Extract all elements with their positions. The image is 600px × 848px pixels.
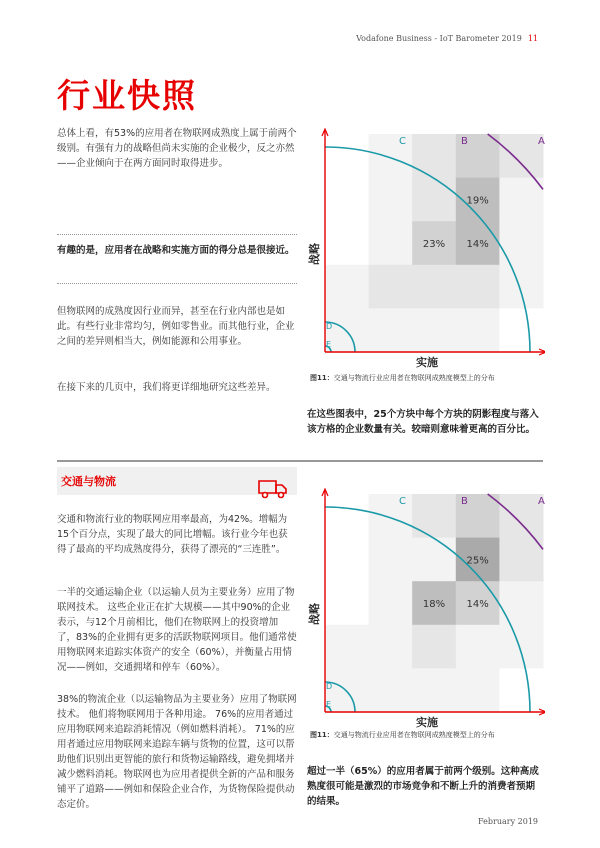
heatmap-cell <box>499 581 543 625</box>
paragraph-2: 但物联网的成熟度因行业而异，甚至在行业内部也是如此。有些行业非常均匀，例如零售业。而其他行业，企业之间的差异则相当大，例如能源和公用事业。 <box>57 306 295 347</box>
cell-value-label: 19% <box>466 195 489 207</box>
divider-dotted <box>57 283 297 284</box>
heatmap-cell <box>499 134 543 178</box>
header-doc: Vodafone Business - IoT Barometer 2019 <box>356 34 522 43</box>
paragraph-6: 38%的物流企业（以运输物品为主要业务）应用了物联网技术。 他们将物联网用于各种用途。 76%的应用者通过应用物联网来追踪消耗情况（例如燃料消耗）。 71%的应用者通过应用物联网来追踪车辆与货物的位置，这可以帮助他们识别出更智能的旅行和货物运输路线，避免拥堵并减少燃料消耗。物联网也为应用者提供全新的产品和服务铺平了道路——例如和保险企业合作，为货物保险提供动态定价。 <box>57 694 297 810</box>
heatmap-cell <box>412 134 456 178</box>
heatmap-cell <box>412 538 456 582</box>
heatmap-cell <box>412 494 456 538</box>
x-axis-label: 实施 <box>416 716 438 728</box>
y-axis-label: 战略 <box>308 243 321 265</box>
highlight-text: 有趣的是，应用者在战略和实施方面的得分总是很接近。 <box>57 245 295 256</box>
section-divider <box>57 460 543 462</box>
heatmap-cell <box>369 265 413 309</box>
zone-label: B <box>461 496 468 507</box>
heatmap-cell <box>369 494 413 538</box>
heatmap-cell <box>369 538 413 582</box>
figure-note-2: 超过一半（65%）的应用者属于前两个级别。这种高成熟度很可能是激烈的市场竞争和不断上升的消费者预期的结果。 <box>307 766 539 807</box>
zone-curve <box>543 488 545 494</box>
figure-caption-2: 图11：交通与物流行业应用者在物联网成熟度模型上的分布 <box>310 731 495 739</box>
heatmap-cell <box>412 265 456 309</box>
zone-label: E <box>326 340 332 349</box>
cell-value-label: 23% <box>422 239 446 250</box>
heatmap-cell <box>369 668 413 712</box>
heatmap-cell <box>412 625 456 669</box>
heatmap-cell <box>369 178 413 222</box>
divider-dotted <box>57 234 297 235</box>
heatmap-cell <box>325 134 369 178</box>
heatmap-cell <box>456 265 500 309</box>
heatmap-cell <box>499 668 543 712</box>
heatmap-cell <box>369 134 413 178</box>
paragraph-4: 交通和物流行业的物联网应用率最高，为42%。增幅为15个百分点，实现了最大的同比增幅。该行业今年也获得了最高的平均成熟度得分，获得了漂亮的“三连胜”。 <box>57 514 288 555</box>
figure-caption-1: 图11：交通与物流行业应用者在物联网成熟度模型上的分布 <box>310 374 495 382</box>
heatmap-cell <box>499 538 543 582</box>
zone-label: A <box>538 496 545 507</box>
heatmap-cell <box>456 625 500 669</box>
heatmap-cell <box>369 625 413 669</box>
heatmap-cell <box>456 668 500 712</box>
zone-label: D <box>326 682 333 691</box>
zone-label: E <box>326 700 332 709</box>
page-footer: February 2019 <box>478 817 538 826</box>
intro-paragraph: 总体上看，有53%的应用者在物联网成熟度上属于前两个级别。有强有力的战略但尚未实施的企业极少，反之亦然——企业倾向于在两方面同时取得进步。 <box>57 128 297 169</box>
heatmap-cell <box>369 308 413 352</box>
truck-icon <box>257 478 289 500</box>
page-title: 行业快照 <box>57 76 197 115</box>
page-header <box>356 34 538 43</box>
paragraph-3: 在接下来的几页中，我们将更详细地研究这些差异。 <box>57 382 276 393</box>
heatmap-cell <box>412 668 456 712</box>
heatmap-cell <box>499 265 543 309</box>
maturity-chart-2 <box>307 488 545 728</box>
zone-curve <box>543 128 545 134</box>
page-number: 11 <box>527 34 538 43</box>
zone-label: B <box>461 136 468 147</box>
heatmap-cell <box>325 178 369 222</box>
cell-value-label: 18% <box>422 599 446 610</box>
maturity-chart-1 <box>307 128 545 368</box>
section-title: 交通与物流 <box>61 475 116 488</box>
heatmap-cell <box>499 308 543 352</box>
heatmap-cell <box>369 221 413 265</box>
zone-label: C <box>399 496 406 507</box>
paragraph-5: 一半的交通运输企业（以运输人员为主要业务）应用了物联网技术。 这些企业正在扩大规模——其中90%的企业表示，与12个月前相比，他们在物联网上的投资增加了，83%的企业拥有更多的活跃物联网项目。他们通常使用物联网来追踪实体资产的安全（60%），并衡量占用情况——例如，交通拥堵和停车（60%）。 <box>57 587 297 673</box>
heatmap-cell <box>456 308 500 352</box>
cell-value-label: 14% <box>466 239 489 250</box>
heatmap-cell <box>369 581 413 625</box>
cell-value-label: 25% <box>466 555 489 567</box>
zone-label: D <box>326 322 333 331</box>
heatmap-cell <box>499 625 543 669</box>
heatmap-cell <box>412 178 456 222</box>
figure-note-1: 在这些图表中，25个方块中每个方块的阴影程度与落入该方格的企业数量有关。较暗则意味着更高的百分比。 <box>307 409 539 435</box>
heatmap-cell <box>325 221 369 265</box>
cell-value-label: 14% <box>466 599 489 610</box>
heatmap-cell <box>325 581 369 625</box>
x-axis-label: 实施 <box>416 356 438 368</box>
heatmap-cell <box>325 538 369 582</box>
heatmap-cell <box>499 494 543 538</box>
heatmap-cell <box>325 625 369 669</box>
y-axis-label: 战略 <box>308 603 321 625</box>
heatmap-cell <box>499 178 543 222</box>
heatmap-cell <box>499 221 543 265</box>
heatmap-cell <box>325 265 369 309</box>
zone-label: A <box>538 136 545 147</box>
heatmap-cell <box>412 308 456 352</box>
zone-label: C <box>399 136 406 147</box>
heatmap-cell <box>325 494 369 538</box>
